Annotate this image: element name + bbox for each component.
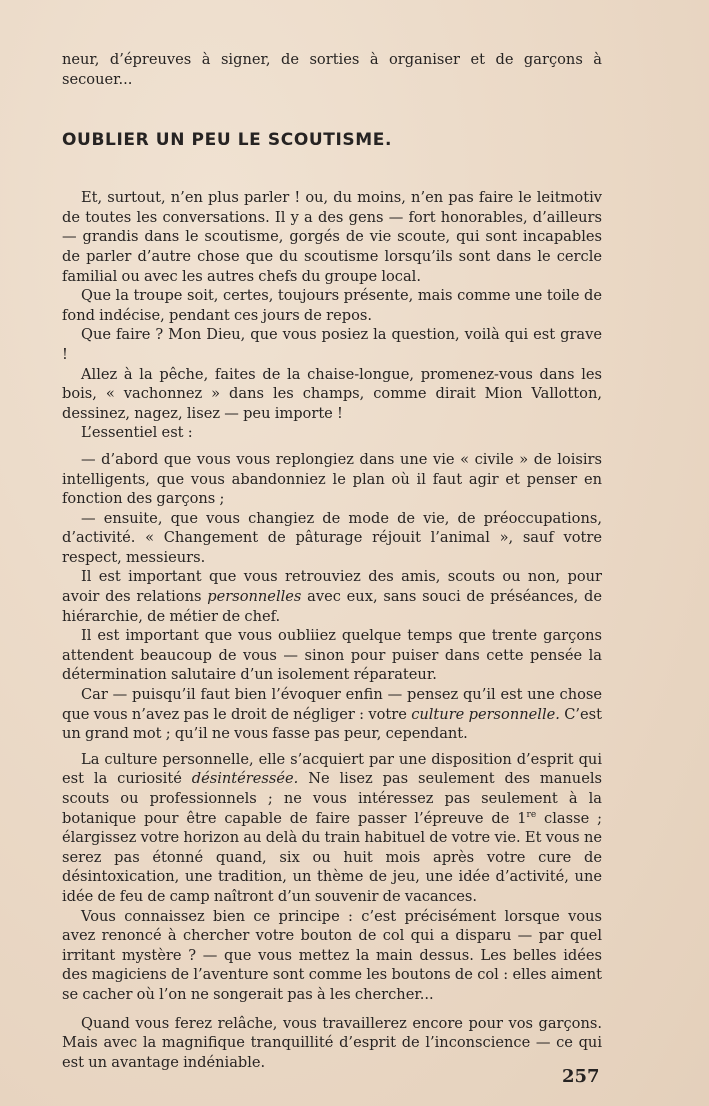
emphasis: désintéressée. [191,770,299,788]
paragraph: Que faire ? Mon Dieu, que vous posiez la question, voilà qui est grave ! [62,326,602,363]
paragraph [62,567,602,626]
paragraph [62,685,602,744]
section-heading: OUBLIER UN PEU LE SCOUTISME. [62,130,393,151]
text-run: Ne lisez pas seulement des manuels scouts ou professionnels ; ne vous intéressez pas seulement à la botanique pour être capable de faire passer l’épreuve de 1 [62,770,602,827]
paragraph: L’essentiel est : [81,424,193,442]
text-run: La culture personnelle, elle s’acquiert par une disposition d’esprit qui est la curiosité [62,750,602,788]
text-run: Car — puisqu’il faut bien l’évoquer enfin — pensez qu’il est une chose que vous n’avez pas le droit de négliger : votre [62,686,602,723]
emphasis: culture personnelle. [411,705,560,723]
paragraph: Allez à la pêche, faites de la chaise-longue, promenez-vous dans les bois, « vachonnez » dans les champs, comme dirait Mion Vallotton, dessinez, nagez, lisez — peu importe ! [62,365,602,422]
emphasis: personnelles [207,588,302,606]
superscript: re [526,809,537,820]
paragraph: Quand vous ferez relâche, vous travaillerez encore pour vos garçons. Mais avec la magnifique tranquillité d’esprit de l’inconscience — ce qui est un avantage indéniable. [62,1014,602,1071]
text-run: C’est un grand mot ; qu’il ne vous fasse pas peur, cependant. [62,705,602,743]
paragraph: Vous connaissez bien ce principe : c’est précisément lorsque vous avez renoncé à chercher votre bouton de col qui a disparu — par quel irritant mystère ? — que vous mettez la main dessus. Les belles idées des magiciens de l’aventure sont comme les boutons de col : elles aiment se cacher où l’on ne songerait pas à les chercher... [62,907,602,1003]
paragraph: Et, surtout, n’en plus parler ! ou, du moins, n’en pas faire le leitmotiv de toutes les conversations. Il y a des gens — fort honorables, d’ailleurs — grandis dans le scoutisme, gorgés de vie scoute, qui sont incapables de parler d’autre chose que du scoutisme lorsqu’ils sont dans le cercle familial ou avec les autres chefs du groupe local. [62,189,602,285]
text-run: classe ; élargissez votre horizon au delà du train habituel de votre vie. Et vous ne serez pas étonné quand, six ou huit mois après votre cure de désintoxication, une tradition, un thème de jeu, une idée d’activité, une idée de feu de camp naîtront d’un souvenir de vacances. [62,809,602,905]
paragraph [62,750,602,907]
text-run: Il est important que vous retrouviez des amis, scouts ou non, pour avoir des relations [62,568,602,606]
paragraph: Il est important que vous oubliiez quelque temps que trente garçons attendent beaucoup de vous — sinon pour puiser dans cette pensée la détermination salutaire d’un isolement réparateur. [62,627,602,684]
paragraph: Que la troupe soit, certes, toujours présente, mais comme une toile de fond indécise, pendant ces jours de repos. [62,287,602,324]
text-run: avec eux, sans souci de préséances, de hiérarchie, de métier de chef. [62,588,602,625]
paragraph-continued: neur, d’épreuves à signer, de sorties à organiser et de garçons à secouer... [62,51,602,88]
page-number: 257 [562,1066,600,1087]
paragraph: — ensuite, que vous changiez de mode de vie, de préoccupations, d’activité. « Changement de pâturage réjouit l’animal », sauf votre respect, messieurs. [62,509,602,566]
paragraph: — d’abord que vous vous replongiez dans une vie « civile » de loisirs intelligents, que vous abandonniez le plan où il faut agir et penser en fonction des garçons ; [62,450,602,508]
page-body [62,50,602,1072]
